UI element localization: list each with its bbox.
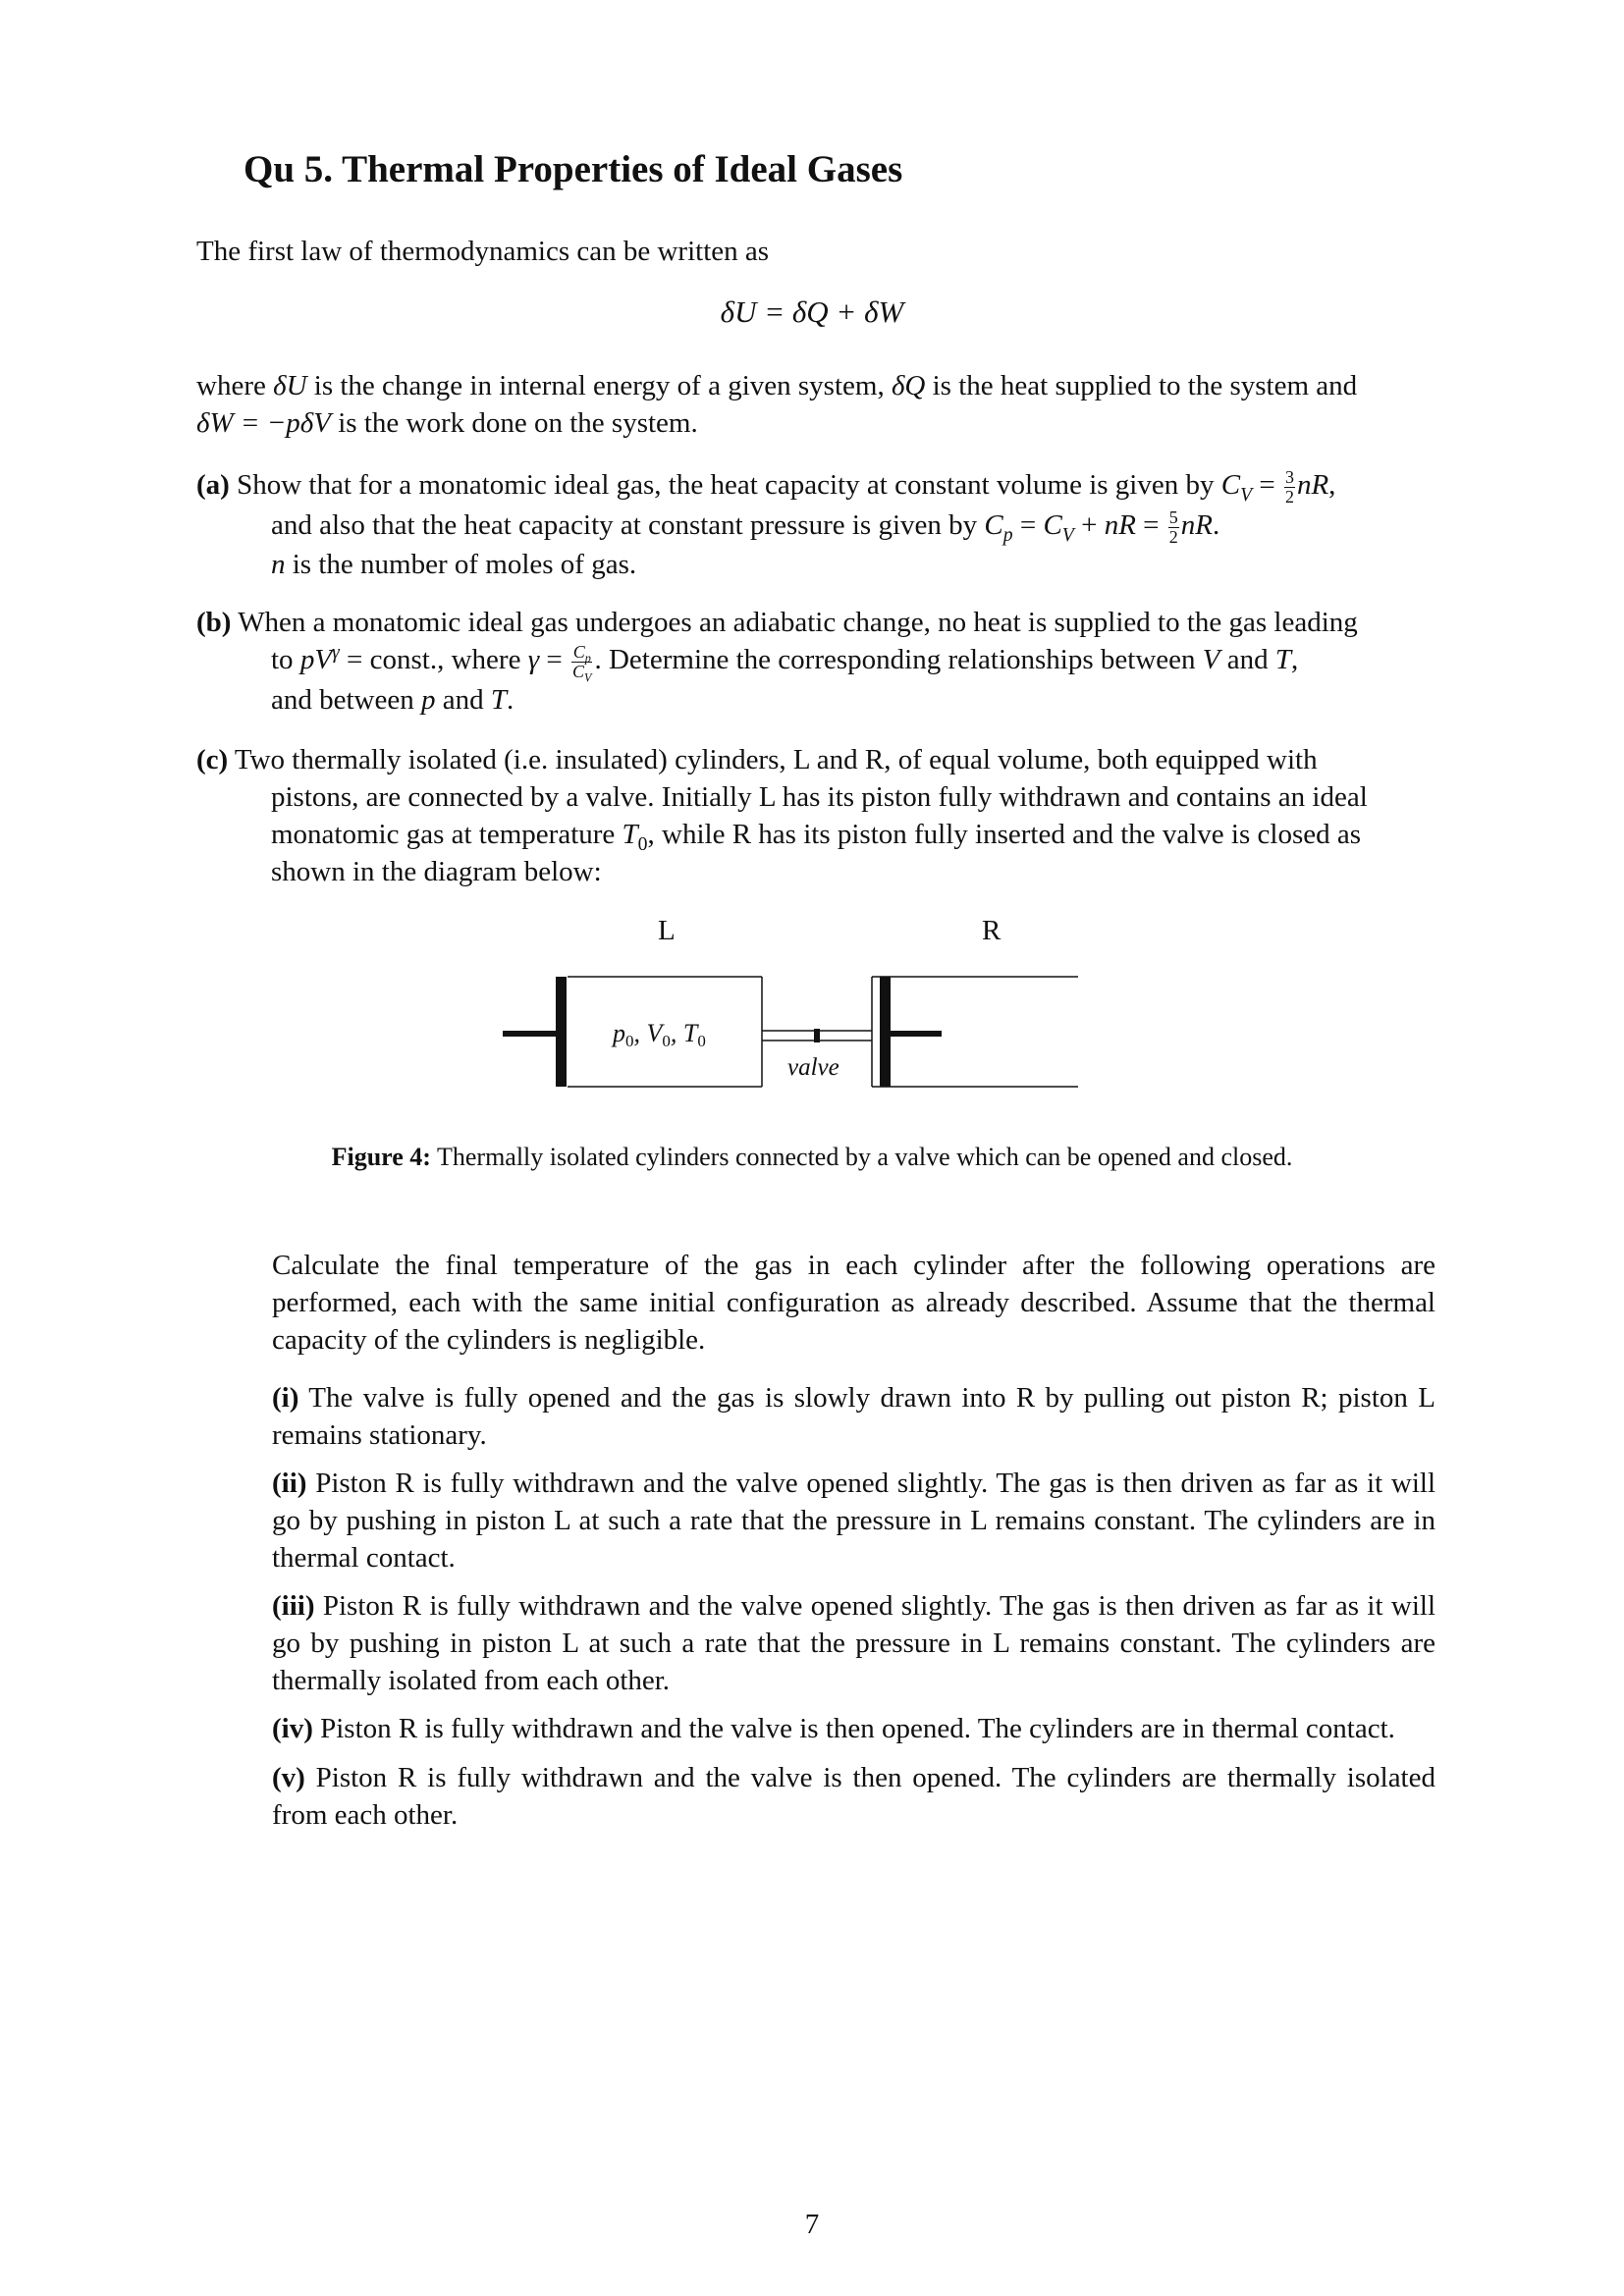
intro-text: The first law of thermodynamics can be written as — [196, 236, 770, 267]
right-piston-rod — [889, 1031, 942, 1037]
subpart-v: (v) Piston R is fully withdrawn and the valve is then opened. The cylinders are thermally isolated from each other. — [272, 1762, 1435, 1831]
valve-label: valve — [787, 1054, 839, 1081]
part-a: (a) Show that for a monatomic ideal gas, the heat capacity at constant volume is given by $C_V$ = $\frac{3}{2}$ nR, and also that the heat capacity at constant pressure is given by $C_p = C_V$ + nR = $\frac{5}{2}$ nR. n is the number of moles of gas. — [196, 466, 1336, 581]
left-piston-rod — [503, 1031, 558, 1037]
figure-caption: Figure 4: Thermally isolated cylinders connected by a valve which can be opened and closed. — [331, 1143, 1293, 1171]
label-R: R — [982, 915, 1001, 946]
subpart-iv: (iv) Piston R is fully withdrawn and the valve is then opened. The cylinders are in thermal contact. — [272, 1713, 1395, 1744]
valve-gate — [814, 1029, 820, 1042]
subpart-i: (i) The valve is fully opened and the gas is slowly drawn into R by pulling out piston R; piston L remains stationary. — [272, 1382, 1435, 1451]
first-law-equation: δU = δQ + δW — [720, 294, 904, 329]
subpart-iii: (iii) Piston R is fully withdrawn and the valve opened slightly. The gas is then driven as far as it will go by pushing in piston L at such a rate that the pressure in L remains constant. The cylinders are thermally isolated from each other. — [272, 1590, 1436, 1696]
label-L: L — [658, 915, 676, 946]
left-state-label: p0, V0, T0 — [613, 1019, 706, 1050]
subpart-ii: (ii) Piston R is fully withdrawn and the valve opened slightly. The gas is then driven as far as it will go by pushing in piston L at such a rate that the pressure in L remains constant. The cylinders are in thermal contact. — [272, 1468, 1436, 1574]
part-b: (b) When a monatomic ideal gas undergoes an adiabatic change, no heat is supplied to the gas leading to $pV^\gamma$ = const., where γ = $\frac{C_p}{C_V}$ . Determine the corresponding relationships between V and T, and between p and T. — [196, 607, 1358, 716]
cylinder-diagram — [491, 908, 1100, 1104]
where-paragraph: where δU is the change in internal energy of a given system, δQ is the heat supplied to the system and δW = −pδV is the work done on the system. — [196, 370, 1358, 439]
part-c: (c) Two thermally isolated (i.e. insulated) cylinders, L and R, of equal volume, both equipped with pistons, are connected by a valve. Initially L has its piston fully withdrawn and contains an ideal monatomic gas at temperature $T_0$, while R has its piston fully inserted and the valve is closed as shown in the diagram below: — [196, 744, 1368, 887]
part-a-label: (a) — [196, 469, 230, 501]
question-title: Qu 5. Thermal Properties of Ideal Gases — [244, 148, 903, 190]
part-c-label: (c) — [196, 744, 229, 775]
calc-paragraph: Calculate the final temperature of the gas in each cylinder after the following operations are performed, each with the same initial configuration as already described. Assume that the thermal capacity of the cylinders is negligible. — [272, 1250, 1435, 1356]
part-b-label: (b) — [196, 607, 232, 638]
page-number: 7 — [804, 2209, 820, 2240]
